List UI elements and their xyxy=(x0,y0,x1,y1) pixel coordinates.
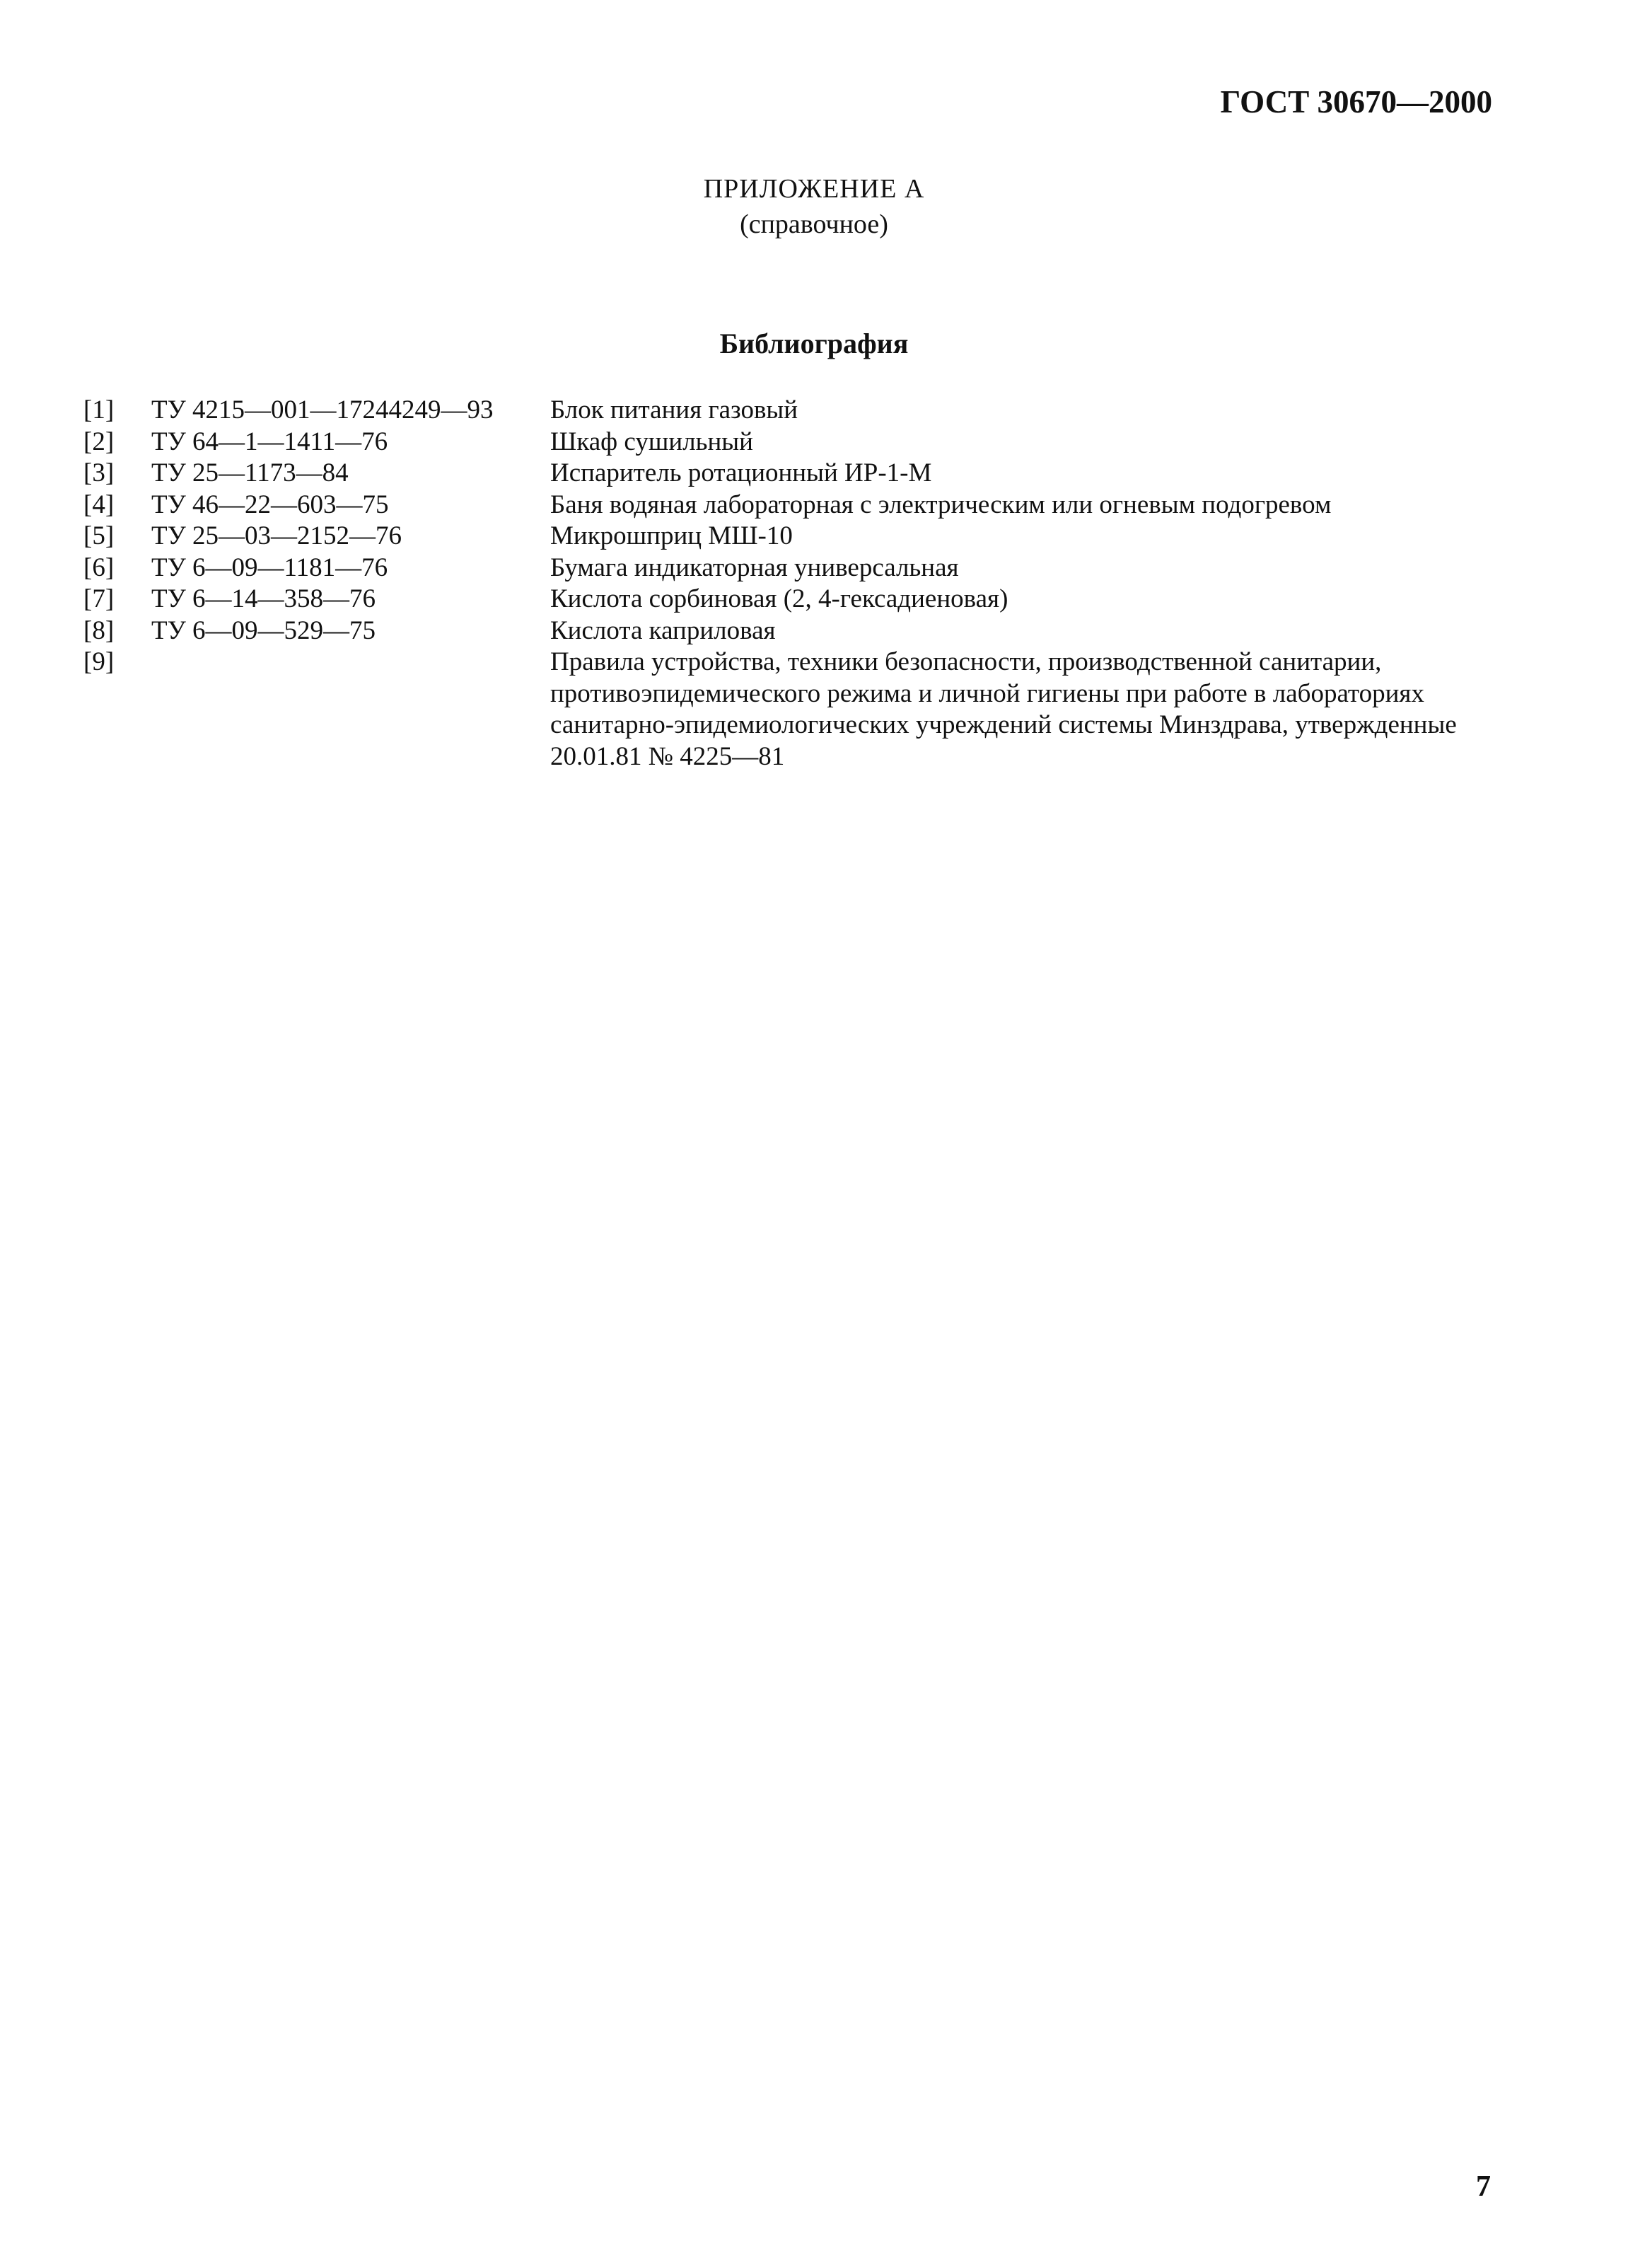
bibliography-list xyxy=(83,395,1498,773)
bibliography-heading: Библиография xyxy=(719,328,909,359)
reference-code: ТУ 25—1173—84 xyxy=(151,458,349,487)
reference-number: [6] xyxy=(83,552,115,582)
bibliography-item xyxy=(83,427,1498,458)
reference-description: Шкаф сушильный xyxy=(550,427,753,456)
bibliography-item xyxy=(83,584,1498,615)
bibliography-item xyxy=(83,521,1498,552)
reference-description: Микрошприц МШ-10 xyxy=(550,521,793,550)
reference-number: [1] xyxy=(83,395,115,424)
reference-code: ТУ 4215—001—17244249—93 xyxy=(151,395,494,424)
reference-code: ТУ 25—03—2152—76 xyxy=(151,521,402,550)
reference-description: Блок питания газовый xyxy=(550,395,798,424)
bibliography-item xyxy=(83,615,1498,647)
reference-number: [4] xyxy=(83,490,115,519)
reference-description: Кислота каприловая xyxy=(550,615,776,645)
bibliography-item xyxy=(83,458,1498,490)
reference-description: Правила устройства, техники безопасности, производственной санитарии, противоэпидемического режима и личной гигиены при работе в лабораториях санитарно-эпидемиологических учреждений системы Минздрава, утвержденные 20.01.81 № 4225—81 xyxy=(550,647,1457,771)
reference-code: ТУ 46—22—603—75 xyxy=(151,490,389,519)
bibliography-item xyxy=(83,552,1498,584)
bibliography-item xyxy=(83,490,1498,521)
reference-description: Испаритель ротационный ИР-1-М xyxy=(550,458,932,487)
appendix-title: ПРИЛОЖЕНИЕ А xyxy=(703,174,925,204)
appendix-subtitle: (справочное) xyxy=(740,209,888,239)
reference-code: ТУ 64—1—1411—76 xyxy=(151,427,388,456)
reference-code: ТУ 6—09—529—75 xyxy=(151,615,376,645)
document-code: ГОСТ 30670—2000 xyxy=(1220,84,1492,120)
reference-code: ТУ 6—09—1181—76 xyxy=(151,552,388,582)
reference-code: ТУ 6—14—358—76 xyxy=(151,584,376,613)
reference-number: [9] xyxy=(83,647,115,676)
reference-number: [3] xyxy=(83,458,115,487)
page-number: 7 xyxy=(1476,2170,1491,2203)
reference-number: [7] xyxy=(83,584,115,613)
bibliography-item xyxy=(83,395,1498,427)
appendix-header xyxy=(0,171,1628,242)
reference-number: [8] xyxy=(83,615,115,645)
bibliography-item xyxy=(83,647,1498,773)
reference-number: [5] xyxy=(83,521,115,550)
reference-description: Бумага индикаторная универсальная xyxy=(550,552,959,582)
reference-description: Баня водяная лабораторная с электрическим или огневым подогревом xyxy=(550,490,1332,519)
reference-description: Кислота сорбиновая (2, 4-гексадиеновая) xyxy=(550,584,1008,613)
reference-number: [2] xyxy=(83,427,115,456)
